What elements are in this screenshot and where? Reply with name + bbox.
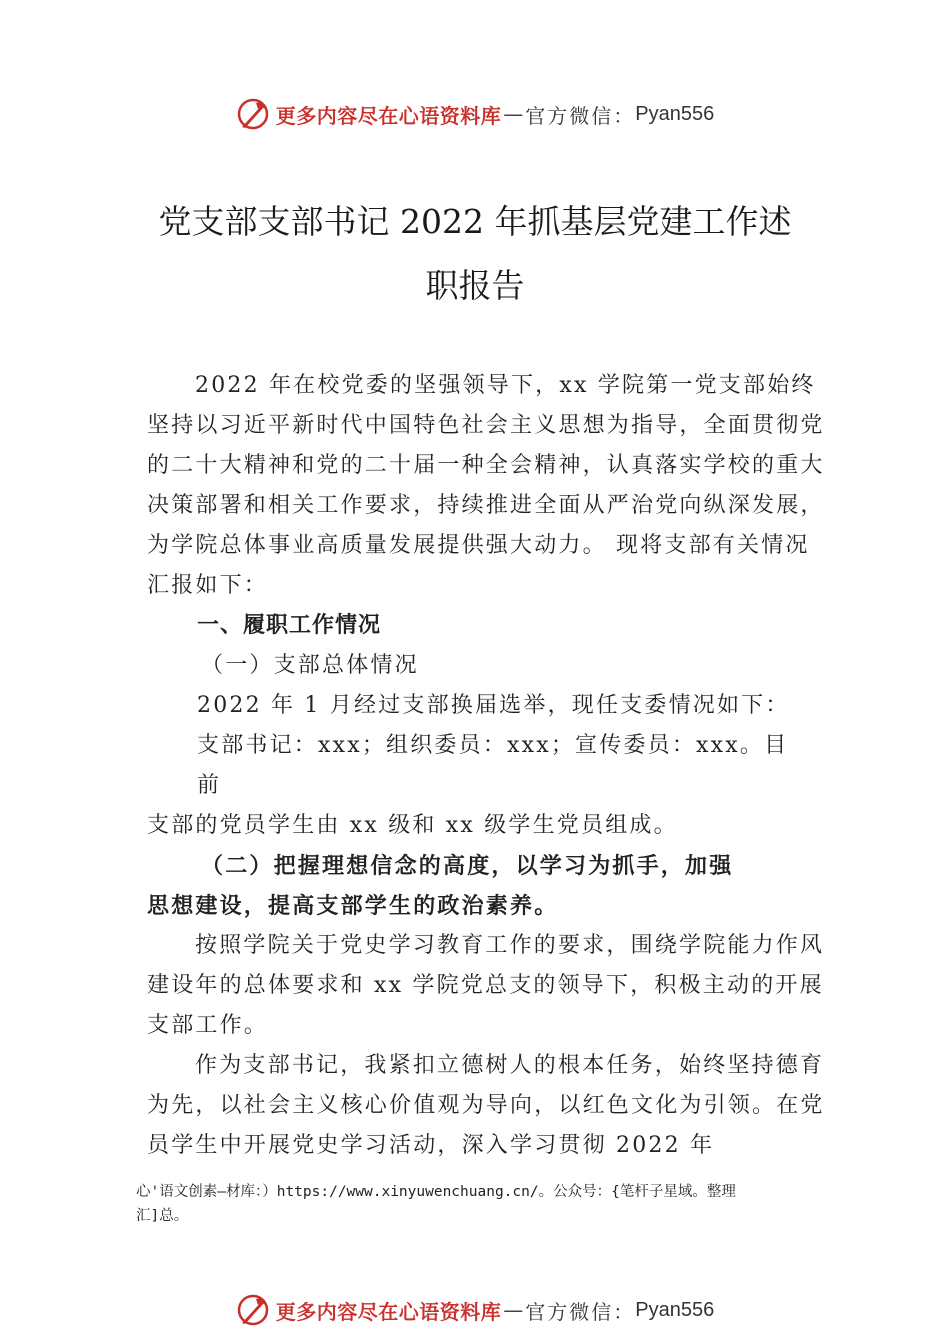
committee-line-1: 2022 年 1 月经过支部换届选举，现任支委情况如下：	[197, 693, 790, 718]
paragraph-3: 作为支部书记，我紧扣立德树人的根本任务，始终坚持德育为先，以社会主义核心价值观为导向，以红色文化为引领。在党员学生中开展党史学习活动，深入学习贯彻 2022 年	[147, 1053, 825, 1158]
banner-slogan: 更多内容尽在心语资料库	[275, 1299, 502, 1324]
footnote	[136, 1180, 836, 1228]
quill-logo-icon	[236, 97, 270, 131]
document-title	[110, 190, 840, 318]
banner-wechat-label: 官方微信：	[525, 1299, 636, 1324]
banner-dash: —	[503, 1298, 524, 1322]
subsection-heading-1: （一）支部总体情况	[201, 653, 419, 678]
subsection-heading-2-line-2: 思想建设，提高支部学生的政治素养。	[147, 893, 559, 919]
title-line-1: 党支部支部书记 2022 年抓基层党建工作述	[158, 202, 792, 241]
title-line-2: 职报告	[425, 266, 525, 305]
footnote-line-2: 汇]总。	[136, 1208, 189, 1224]
banner-dash: —	[503, 102, 524, 126]
committee-line-2: 支部书记：xxx；组织委员：xxx；宣传委员：xxx。目	[197, 733, 789, 758]
banner-wechat-label: 官方微信：	[525, 103, 636, 128]
subsection-heading-2-line-1: （二）把握理想信念的高度，以学习为抓手，加强	[201, 853, 734, 879]
footer-banner	[0, 1290, 950, 1330]
footnote-line-1: 心'语文创素—材库：）https://www.xinyuwenchuang.cn/。公众号：{笔杆子星域。整理	[136, 1184, 736, 1200]
intro-paragraph: 2022 年在校党委的坚强领导下，xx 学院第一党支部始终坚持以习近平新时代中国特色社会主义思想为指导，全面贯彻党的二十大精神和党的二十届一种全会精神，认真落实学校的重大决策部署和相关工作要求，持续推进全面从严治党向纵深发展，为学院总体事业高质量发展提供强大动力。 现将支部有关情况汇报如下：	[147, 373, 825, 598]
banner-wechat-id: Pyan556	[635, 102, 715, 125]
committee-line-3: 前	[197, 773, 222, 798]
committee-line-4: 支部的党员学生由 xx 级和 xx 级学生党员组成。	[147, 813, 678, 838]
document-body	[147, 366, 827, 1166]
banner-slogan: 更多内容尽在心语资料库	[275, 103, 502, 128]
paragraph-2: 按照学院关于党史学习教育工作的要求，围绕学院能力作风建设年的总体要求和 xx 学院党总支的领导下，积极主动的开展支部工作。	[147, 933, 825, 1038]
quill-logo-icon	[236, 1293, 270, 1327]
header-banner	[0, 94, 950, 134]
section-heading-1: 一、履职工作情况	[197, 613, 382, 638]
banner-wechat-id: Pyan556	[635, 1298, 715, 1321]
